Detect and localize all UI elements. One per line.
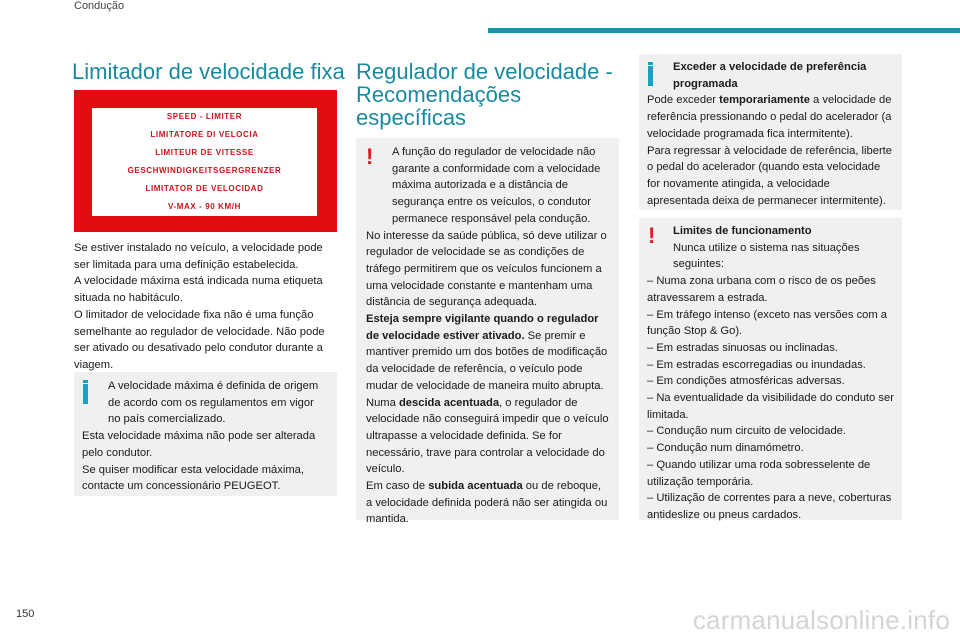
speed-limiter-label-inner <box>91 107 318 217</box>
list-item: – Condução num circuito de velocidade. <box>647 425 847 438</box>
warning-icon: ! <box>366 144 374 169</box>
info-box-exceed-speed <box>639 54 902 210</box>
text: Em caso de <box>366 480 429 493</box>
info-text: Se quiser modificar esta velocidade máxima, contacte um concessionário PEUGEOT. <box>82 463 304 493</box>
info-icon <box>83 384 88 404</box>
list-item: – Quando utilizar uma roda sobresselente de utilização temporária. <box>647 458 871 488</box>
header-accent-bar <box>488 28 960 33</box>
info-box-max-speed <box>74 372 337 496</box>
text: Numa <box>366 396 399 409</box>
info-text: A velocidade máxima é definida de origem de acordo com os regulamentos em vigor no país comercializado. <box>108 380 319 426</box>
warning-text: No interesse da saúde pública, só deve utilizar o regulador de velocidade se as condições de tráfego permitirem que os veículos funcionem a uma velocidade constante e mantenham uma distância de segurança adequada. <box>366 229 607 309</box>
label-line: LIMITATOR DE VELOCIDAD <box>145 184 264 193</box>
label-line: LIMITATORE DI VELOCIA <box>150 130 259 139</box>
warning-text: Nunca utilize o sistema nas situações seguintes: <box>673 241 860 271</box>
label-line: GESCHWINDIGKEITSGERGRENZER <box>127 166 282 175</box>
warning-text <box>366 395 609 479</box>
speed-limiter-label-image <box>74 90 337 232</box>
text: Pode exceder <box>647 94 720 107</box>
paragraph: A velocidade máxima está indicada numa etiqueta situada no habitáculo. <box>74 275 323 305</box>
cruise-control-recommendations-title: Regulador de velocidade - Recomendações específicas <box>356 59 613 130</box>
info-title: Exceder a velocidade de preferência programada <box>673 61 867 90</box>
paragraph: Se estiver instalado no veículo, a velocidade pode ser limitada para uma definição estabelecida. <box>74 242 323 271</box>
fixed-limiter-body <box>74 240 336 374</box>
info-text: Esta velocidade máxima não pode ser alterada pelo condutor. <box>82 430 316 459</box>
info-icon <box>648 66 653 86</box>
warning-box-cruise-control <box>356 138 619 526</box>
warning-text <box>366 478 609 528</box>
page-number: 150 <box>16 608 35 620</box>
warning-icon: ! <box>648 223 656 248</box>
text: , o regulador de velocidade não conseguirá impedir que o veículo ultrapasse a velocidade definida. Se for necessário, trave para controlar a velocidade do veículo. <box>366 396 609 476</box>
section-header: Condução <box>74 0 125 12</box>
emphasis: subida acentuada <box>428 480 523 493</box>
list-item: – Condução num dinamómetro. <box>647 442 804 455</box>
label-line: SPEED - LIMITER <box>166 112 243 121</box>
text: a velocidade de referência pressionando o pedal do acelerador (a velocidade programada fica intermitente). <box>647 94 892 140</box>
paragraph: O limitador de velocidade fixa não é uma função semelhante ao regulador de velocidade. Não pode ser ativado ou desativado pelo condutor durante a viagem. <box>74 308 325 371</box>
warning-box-operating-limits <box>639 218 902 520</box>
fixed-speed-limiter-title: Limitador de velocidade fixa <box>72 59 345 84</box>
list-item: – Em condições atmosféricas adversas. <box>647 375 845 388</box>
warning-title: Limites de funcionamento <box>673 225 812 237</box>
info-text <box>647 92 894 142</box>
label-line: LIMITEUR DE VITESSE <box>155 148 254 157</box>
warning-text <box>366 311 609 395</box>
emphasis: Esteja sempre vigilante quando o regulador de velocidade estiver ativado. <box>366 313 599 342</box>
list-item: – Em estradas escorregadias ou inundadas. <box>647 358 866 371</box>
info-text: Para regressar à velocidade de referência, liberte o pedal do acelerador (quando esta velocidade for novamente atingida, a velocidade apresentada deixa de permanecer intermitente). <box>647 144 893 207</box>
emphasis: temporariamente <box>719 94 810 107</box>
text: ou de reboque, a velocidade definida poderá não ser atingida ou mantida. <box>366 480 608 526</box>
text: Se premir e mantiver premido um dos botões de modificação da velocidade de referência, o veículo pode mudar de velocidade de maneira muito abrupta. <box>366 329 608 392</box>
list-item: – Em estradas sinuosas ou inclinadas. <box>647 341 838 354</box>
emphasis: descida acentuada <box>398 396 500 409</box>
watermark: carmanualsonline.info <box>692 605 950 635</box>
list-item: – Numa zona urbana com o risco de os peões atravessarem a estrada. <box>647 275 876 304</box>
list-item: – Em tráfego intenso (exceto nas versões com a função Stop & Go). <box>647 308 888 338</box>
list-item: – Na eventualidade da visibilidade do conduto ser limitada. <box>647 392 894 421</box>
label-line: V-MAX - 90 KM/H <box>167 202 241 211</box>
warning-text: A função do regulador de velocidade não garante a conformidade com a velocidade máxima autorizada e a distância de segurança entre os veículos, o condutor permanece responsável pela condução. <box>392 146 601 225</box>
list-item: – Utilização de correntes para a neve, coberturas antideslize ou pneus cardados. <box>647 492 892 521</box>
